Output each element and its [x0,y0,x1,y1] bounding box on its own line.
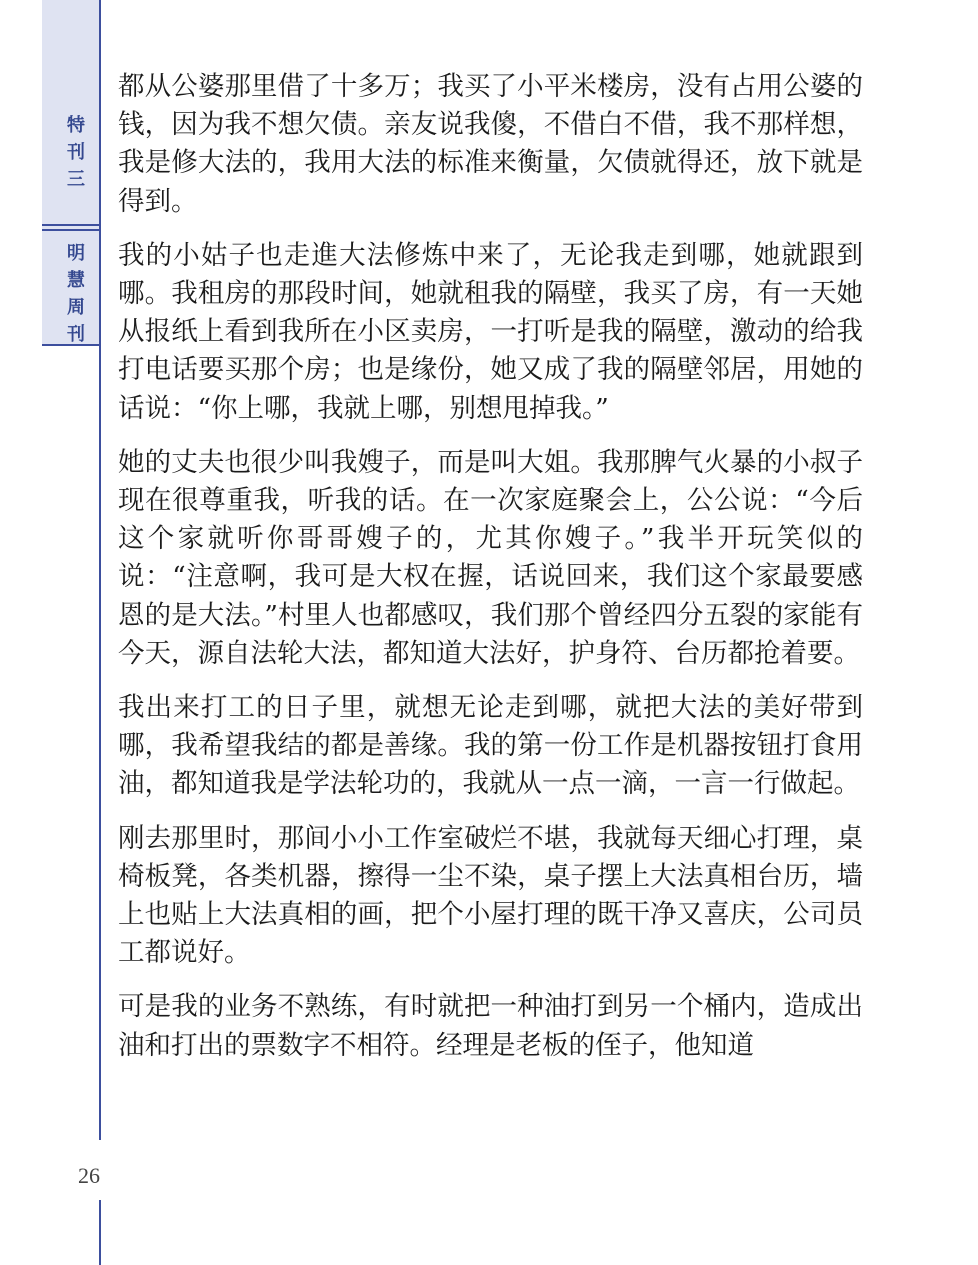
paragraph: 可是我的业务不熟练，有时就把一种油打到另一个桶内，造成出油和打出的票数字不相符。经理是老板的侄子，他知道 [118,991,863,1061]
section-label-special-issue [60,112,92,193]
article-body [118,68,863,1081]
sidebar [0,0,100,1265]
paragraph: 都从公婆那里借了十多万；我买了小平米楼房，没有占用公婆的钱，因为我不想欠债。亲友说我傻，不借白不借，我不那样想，我是修大法的，我用大法的标准来衡量，欠债就得还，放下就是得到。 [118,71,863,217]
paragraph: 她的丈夫也很少叫我嫂子，而是叫大姐。我那脾气火暴的小叔子现在很尊重我，听我的话。在一次家庭聚会上，公公说：“今后这个家就听你哥哥嫂子的，尤其你嫂子。”我半开玩笑似的说：“注意啊，我可是大权在握，话说回来，我们这个家最要感恩的是大法。”村里人也都感叹，我们那个曾经四分五裂的家能有今天，源自法轮大法，都知道大法好，护身符、台历都抢着要。 [118,446,863,669]
section-label-char: 刊 [67,142,85,163]
sidebar-rule-bottom [99,1200,101,1265]
section-label-char: 特 [67,115,85,136]
section-label-char: 明 [67,243,85,264]
section-label-char: 三 [67,169,85,190]
section-label-char: 刊 [67,324,85,345]
section-label-char: 周 [67,297,85,318]
section-label-char: 慧 [67,270,85,291]
sidebar-divider-2 [42,229,100,231]
sidebar-divider-1 [42,224,100,226]
section-label-minghui-weekly [60,240,92,348]
paragraph: 我出来打工的日子里，就想无论走到哪，就把大法的美好带到哪，我希望我结的都是善缘。我的第一份工作是机器按钮打食用油，都知道我是学法轮功的，我就从一点一滴，一言一行做起。 [118,692,863,800]
paragraph: 刚去那里时，那间小小工作室破烂不堪，我就每天细心打理，桌椅板凳，各类机器，擦得一尘不染，桌子摆上大法真相台历，墙上也贴上大法真相的画，把个小屋打理的既干净又喜庆，公司员工都说好。 [118,822,863,969]
page-number: 26 [78,1163,100,1188]
paragraph: 我的小姑子也走進大法修炼中来了，无论我走到哪，她就跟到哪。我租房的那段时间，她就租我的隔壁，我买了房，有一天她从报纸上看到我所在小区卖房，一打听是我的隔壁，激动的给我打电话要买那个房；也是缘份，她又成了我的隔壁邻居，用她的话说：“你上哪，我就上哪，别想甩掉我。” [118,239,863,424]
sidebar-rule-top [99,0,101,1140]
